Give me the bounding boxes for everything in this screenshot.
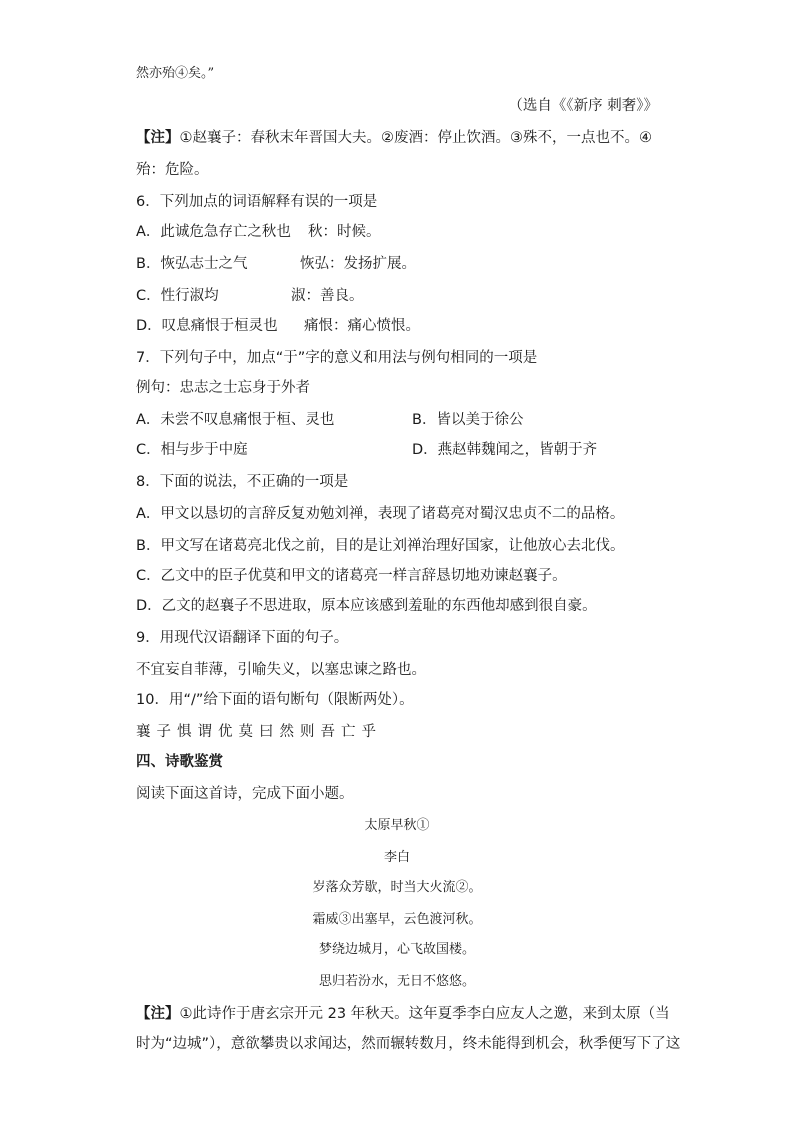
option-explanation: 恢弘：发扬扩展。 bbox=[300, 256, 416, 272]
q7-example: 例句：忠志之士忘身于外者 bbox=[136, 380, 310, 396]
q7-option-c: C．相与步于中庭 bbox=[136, 442, 248, 458]
section-heading: 四、诗歌鉴赏 bbox=[136, 754, 223, 770]
option-text: C．性行淑均 bbox=[136, 288, 219, 304]
poem-line: 霜威③出塞早，云色渡河秋。 bbox=[312, 912, 482, 927]
option-explanation: 淑：善良。 bbox=[291, 288, 364, 304]
q6-option-b bbox=[136, 254, 416, 274]
q10-sentence: 襄子惧谓优莫曰然则吾亡乎 bbox=[136, 724, 382, 740]
text-line: 然亦殆④矣。” bbox=[136, 66, 215, 81]
poem-line: 岁落众芳歇，时当大火流②。 bbox=[312, 880, 482, 895]
poem-line: 梦绕边城月，心飞故国楼。 bbox=[318, 942, 475, 957]
question-8-stem: 8．下面的说法，不正确的一项是 bbox=[136, 474, 349, 490]
q7-option-d: D．燕赵韩魏闻之，皆朝于齐 bbox=[412, 442, 598, 458]
option-text: D．叹息痛恨于桓灵也 bbox=[136, 318, 278, 334]
option-text: B．恢弘志士之气 bbox=[136, 256, 248, 272]
poem-line: 思归若汾水，无日不悠悠。 bbox=[318, 974, 475, 989]
question-7-stem: 7．下列句子中，加点“于”字的意义和用法与例句相同的一项是 bbox=[136, 350, 538, 366]
question-10-stem: 10．用“/”给下面的语句断句（限断两处）。 bbox=[136, 692, 414, 708]
note-label: 【注】 bbox=[136, 1006, 180, 1022]
question-6-stem: 6．下列加点的词语解释有误的一项是 bbox=[136, 194, 378, 210]
poem-note-line-cont: 时为“边城”），意欲攀贵以求闻达，然而辗转数月，终未能得到机会，秋季便写下了这 bbox=[136, 1036, 681, 1052]
option-explanation: 秋：时候。 bbox=[308, 224, 381, 240]
q8-option-b: B．甲文写在诸葛亮北伐之前，目的是让刘禅治理好国家，让他放心去北伐。 bbox=[136, 538, 625, 554]
q8-option-c: C．乙文中的臣子优莫和甲文的诸葛亮一样言辞恳切地劝谏赵襄子。 bbox=[136, 568, 567, 584]
note-line bbox=[136, 128, 652, 148]
note-line-cont: 殆：危险。 bbox=[136, 162, 209, 178]
q6-option-c bbox=[136, 286, 364, 306]
option-text: A．此诚危急存亡之秋也 bbox=[136, 224, 291, 240]
q7-option-a: A．未尝不叹息痛恨于桓、灵也 bbox=[136, 412, 335, 428]
q6-option-a bbox=[136, 222, 381, 242]
q8-option-a: A．甲文以恳切的言辞反复劝勉刘禅，表现了诸葛亮对蜀汉忠贞不二的品格。 bbox=[136, 506, 625, 522]
note-text: ①此诗作于唐玄宗开元 23 年秋天。这年夏季李白应友人之邀，来到太原（当 bbox=[179, 1006, 670, 1022]
q6-option-d bbox=[136, 316, 420, 336]
note-text: ①赵襄子：春秋末年晋国大夫。②废酒：停止饮酒。③殊不，一点也不。④ bbox=[179, 130, 652, 146]
note-label: 【注】 bbox=[136, 130, 180, 146]
section-intro: 阅读下面这首诗，完成下面小题。 bbox=[136, 786, 354, 802]
q7-option-b: B．皆以美于徐公 bbox=[412, 412, 524, 428]
poem-author: 李白 bbox=[383, 850, 410, 865]
poem-title: 太原早秋① bbox=[364, 818, 430, 833]
q9-sentence: 不宜妄自菲薄，引喻失义，以塞忠谏之路也。 bbox=[136, 662, 426, 678]
q8-option-d: D．乙文的赵襄子不思进取，原本应该感到羞耻的东西他却感到很自豪。 bbox=[136, 598, 597, 614]
poem-note-line bbox=[136, 1004, 670, 1024]
question-9-stem: 9．用现代汉语翻译下面的句子。 bbox=[136, 630, 349, 646]
option-explanation: 痛恨：痛心愤恨。 bbox=[304, 318, 420, 334]
source-citation: （选自《《新序 刺奢》》 bbox=[508, 98, 658, 114]
